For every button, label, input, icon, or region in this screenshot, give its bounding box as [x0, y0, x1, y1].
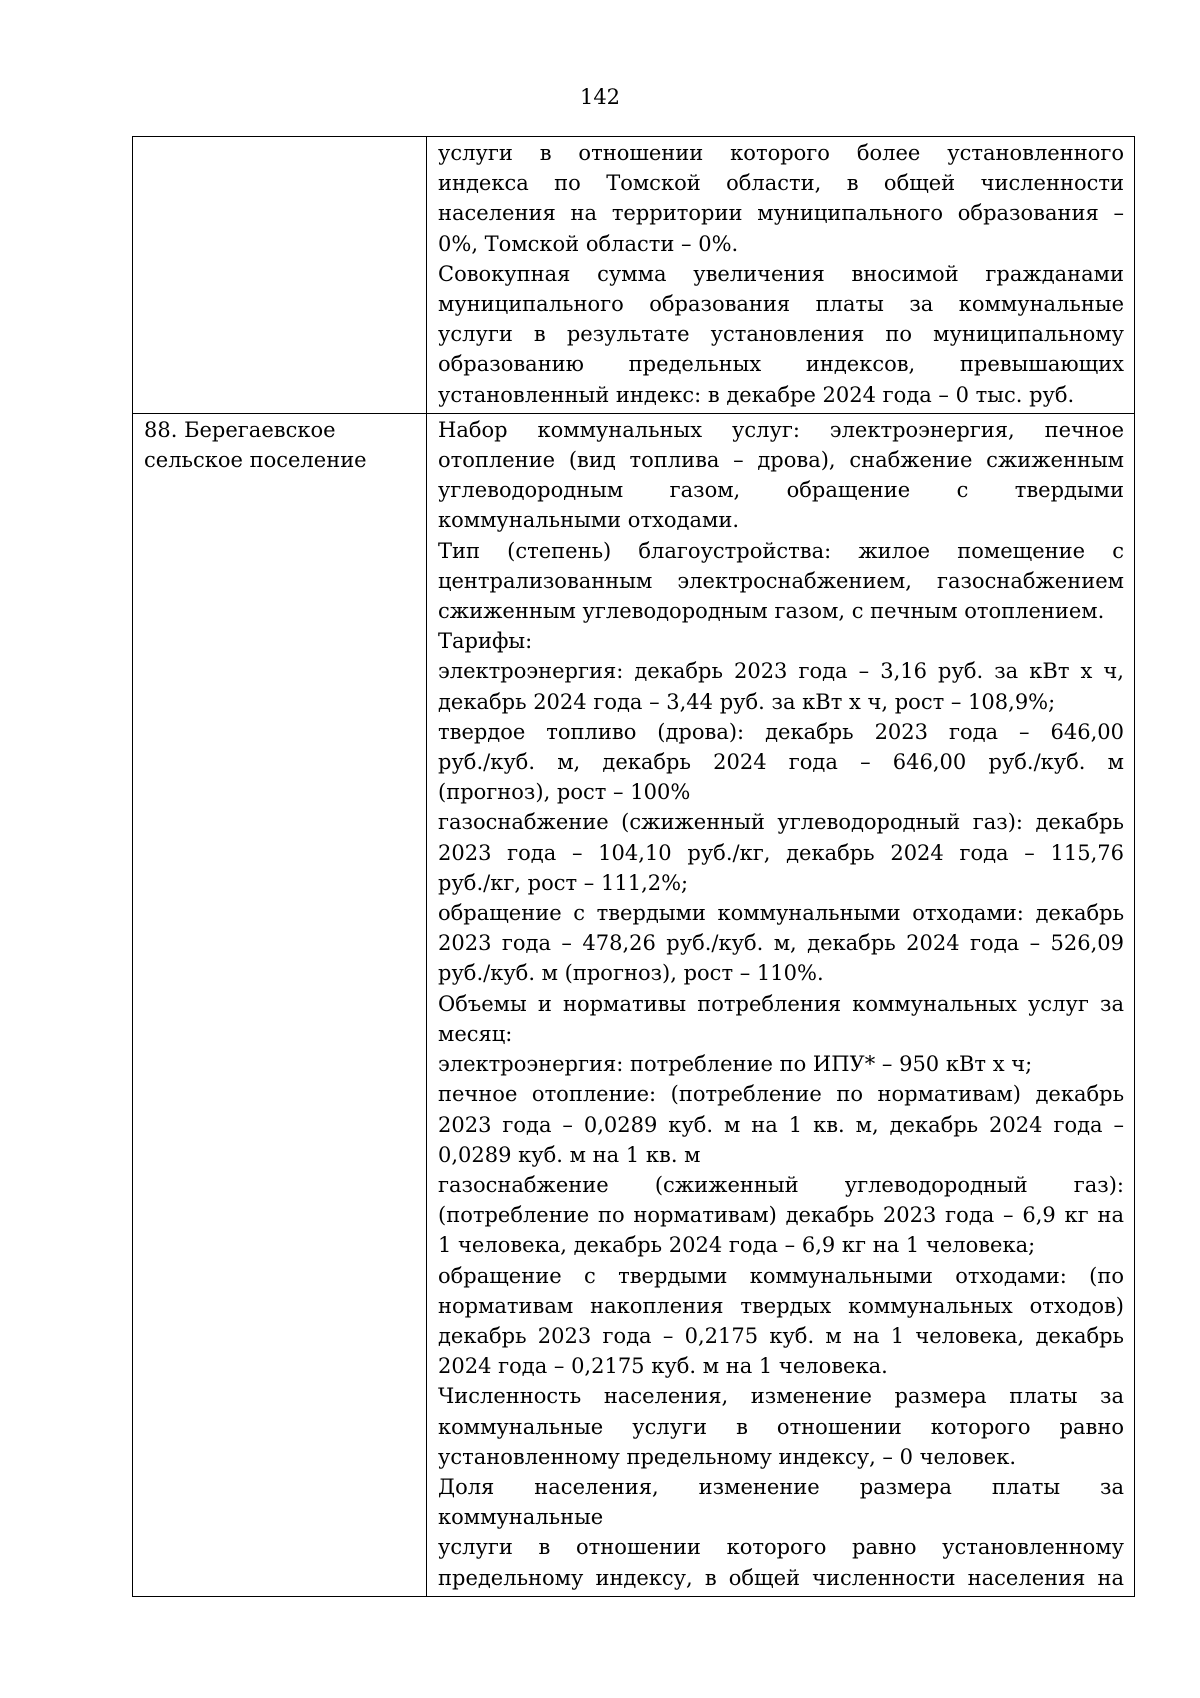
- description-line: руб./куб. м (прогноз), рост – 110%.: [438, 961, 824, 986]
- description-line: 0%, Томской области – 0%.: [438, 231, 739, 256]
- description-line: централизованным электроснабжением, газоснабжением: [438, 568, 1124, 593]
- municipality-name-cell: [133, 413, 427, 1596]
- description-cell: [427, 137, 1135, 414]
- table-row: [133, 137, 1135, 414]
- description-line: образованию предельных индексов, превышающих: [438, 352, 1124, 377]
- description-line: предельному индексу, в общей численности населения на: [438, 1565, 1124, 1590]
- description-line: 2024 года – 0,2175 куб. м на 1 человека.: [438, 1354, 888, 1379]
- municipality-name-line: сельское поселение: [144, 448, 367, 473]
- description-line: газоснабжение (сжиженный углеводородный газ):: [438, 1172, 1124, 1197]
- description-line: 2023 года – 104,10 руб./кг, декабрь 2024 года – 115,76: [438, 840, 1124, 865]
- description-line: (потребление по нормативам) декабрь 2023 года – 6,9 кг на: [438, 1203, 1124, 1228]
- description-line: услуги в отношении которого равно установленному: [438, 1535, 1124, 1560]
- description-line: руб./кг, рост – 111,2%;: [438, 870, 689, 895]
- description-line: отопление (вид топлива – дрова), снабжение сжиженным: [438, 448, 1124, 473]
- description-line: электроэнергия: декабрь 2023 года – 3,16 руб. за кВт х ч,: [438, 659, 1124, 684]
- description-line: декабрь 2024 года – 3,44 руб. за кВт х ч, рост – 108,9%;: [438, 689, 1056, 714]
- description-line: муниципального образования платы за коммунальные: [438, 292, 1124, 317]
- municipality-name-cell: [133, 137, 427, 414]
- description-line: углеводородным газом, обращение с твердыми: [438, 478, 1124, 503]
- description-line: декабрь 2023 года – 0,2175 куб. м на 1 человека, декабрь: [438, 1323, 1124, 1348]
- description-line: Тип (степень) благоустройства: жилое помещение с: [438, 538, 1124, 563]
- table-row: [133, 413, 1135, 1596]
- description-line: установленному предельному индексу, – 0 человек.: [438, 1444, 1016, 1469]
- description-line: твердое топливо (дрова): декабрь 2023 года – 646,00: [438, 719, 1124, 744]
- description-line: услуги в результате установления по муниципальному: [438, 322, 1124, 347]
- municipality-table: [132, 136, 1135, 1597]
- description-line: 2023 года – 0,0289 куб. м на 1 кв. м, декабрь 2024 года –: [438, 1112, 1124, 1137]
- description-line: 0,0289 куб. м на 1 кв. м: [438, 1142, 701, 1167]
- description-line: 1 человека, декабрь 2024 года – 6,9 кг на 1 человека;: [438, 1233, 1036, 1258]
- description-line: 2023 года – 478,26 руб./куб. м, декабрь 2024 года – 526,09: [438, 931, 1124, 956]
- description-line: Набор коммунальных услуг: электроэнергия, печное: [438, 417, 1124, 442]
- description-line: обращение с твердыми коммунальными отходами: (по: [438, 1263, 1124, 1288]
- description-line: печное отопление: (потребление по нормативам) декабрь: [438, 1082, 1124, 1107]
- description-line: сжиженным углеводородным газом, с печным отоплением.: [438, 599, 1105, 624]
- description-line: нормативам накопления твердых коммунальных отходов): [438, 1293, 1124, 1318]
- description-line: Совокупная сумма увеличения вносимой гражданами: [438, 261, 1124, 286]
- description-line: обращение с твердыми коммунальными отходами: декабрь: [438, 901, 1124, 926]
- description-line: Доля населения, изменение размера платы за коммунальные: [438, 1474, 1124, 1530]
- description-cell: [427, 413, 1135, 1596]
- description-line: (прогноз), рост – 100%: [438, 780, 691, 805]
- page-number: 142: [579, 85, 621, 109]
- description-line: месяц:: [438, 1021, 513, 1046]
- description-line: коммунальными отходами.: [438, 508, 740, 533]
- description-line: Объемы и нормативы потребления коммунальных услуг за: [438, 991, 1124, 1016]
- description-line: Численность населения, изменение размера платы за: [438, 1384, 1124, 1409]
- description-line: газоснабжение (сжиженный углеводородный газ): декабрь: [438, 810, 1124, 835]
- description-line: электроэнергия: потребление по ИПУ* – 950 кВт х ч;: [438, 1052, 1033, 1077]
- description-line: населения на территории муниципального образования –: [438, 201, 1124, 226]
- description-line: коммунальные услуги в отношении которого равно: [438, 1414, 1124, 1439]
- description-line: установленный индекс: в декабре 2024 года – 0 тыс. руб.: [438, 382, 1075, 407]
- description-line: услуги в отношении которого более установленного: [438, 141, 1124, 165]
- description-line: руб./куб. м, декабрь 2024 года – 646,00 руб./куб. м: [438, 750, 1124, 775]
- description-line: индекса по Томской области, в общей численности: [438, 171, 1124, 196]
- description-line: Тарифы:: [438, 629, 533, 654]
- municipality-name-line: 88. Берегаевское: [144, 417, 336, 442]
